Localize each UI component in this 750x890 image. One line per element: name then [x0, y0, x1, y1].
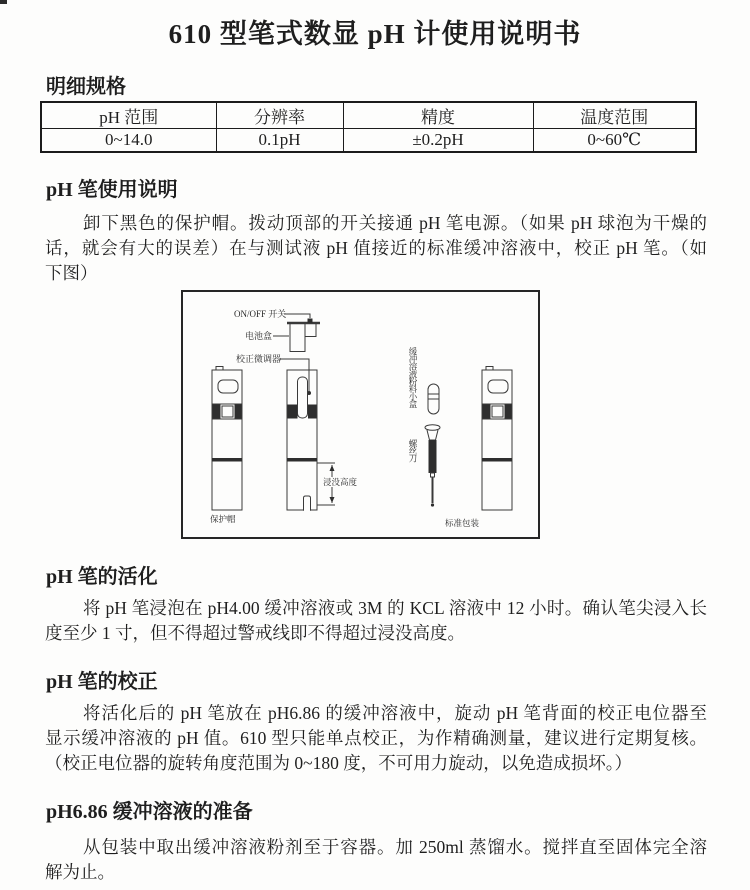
spec-header-accuracy: 精度 [343, 102, 533, 129]
calibration-heading: pH 笔的校正 [46, 671, 158, 693]
buffer-prep-paragraph [45, 835, 707, 885]
buffer-capsule [428, 384, 439, 414]
specs-header-row [41, 102, 696, 129]
spec-header-resolution: 分辨率 [216, 102, 343, 129]
on-off-leader-line [284, 314, 310, 318]
calibration-trimmer-label: 校正微调器 [236, 354, 282, 364]
spec-header-ph-range: pH 范围 [41, 102, 216, 129]
battery-compartment-diagram [287, 319, 320, 352]
usage-line: 下图） [45, 263, 98, 283]
standard-package-label: 标准包装 [445, 518, 480, 528]
scan-artifact [0, 0, 7, 4]
buffer-powder-box-label: 缓冲溶液粉料小盒 [408, 347, 418, 407]
protective-cap-label: 保护帽 [210, 514, 236, 524]
battery-box-label: 电池盒 [245, 331, 273, 341]
ph-pen-back [287, 370, 317, 511]
buffer-prep-heading: pH6.86 缓冲溶液的准备 [46, 801, 253, 823]
usage-heading: pH 笔使用说明 [46, 179, 178, 201]
usage-line: 卸下黑色的保护帽。拨动顶部的开关接通 pH 笔电源。（如果 pH 球泡为干燥的 [83, 213, 707, 233]
buffer-prep-line: 从包装中取出缓冲溶液粉剂至于容器。加 250ml 蒸馏水。搅拌直至固体完全溶 [83, 837, 707, 857]
instruction-figure [181, 290, 540, 539]
activation-line: 度至少 1 寸，但不得超过警戒线即不得超过浸没高度。 [45, 623, 465, 643]
spec-header-temp-range: 温度范围 [533, 102, 696, 129]
spec-value-ph-range: 0~14.0 [41, 129, 216, 153]
usage-paragraph [45, 211, 707, 286]
specs-value-row [41, 129, 696, 153]
calibration-line: 将活化后的 pH 笔放在 pH6.86 的缓冲溶液中，旋动 pH 笔背面的校正电位器至 [83, 703, 707, 723]
activation-paragraph [45, 596, 707, 646]
calibration-line: （校正电位器的旋转角度范围为 0~180 度，不可用力旋动，以免造成损坏。） [45, 753, 632, 773]
calibration-paragraph [45, 701, 707, 776]
spec-value-accuracy: ±0.2pH [343, 129, 533, 153]
usage-line: 话，就会有大的误差）在与测试液 pH 值接近的标准缓冲溶液中，校正 pH 笔。（如 [45, 238, 707, 258]
specs-table [40, 101, 697, 153]
spec-value-temp-range: 0~60℃ [533, 129, 696, 153]
calibration-line: 显示缓冲溶液的 pH 值。610 型只能单点校正，为作精确测量，建议进行定期复核。 [45, 728, 707, 748]
ph-pen-front-left [212, 367, 242, 511]
specs-heading: 明细规格 [46, 76, 126, 98]
screwdriver-drawing [425, 425, 440, 507]
spec-value-resolution: 0.1pH [216, 129, 343, 153]
figure-line-art [183, 292, 538, 537]
activation-heading: pH 笔的活化 [46, 566, 158, 588]
buffer-prep-line: 解为止。 [45, 862, 115, 882]
page-title: 610 型笔式数显 pH 计使用说明书 [168, 19, 582, 49]
trimmer-leader-line [280, 359, 311, 395]
ph-pen-front-right [482, 367, 512, 511]
activation-line: 将 pH 笔浸泡在 pH4.00 缓冲溶液或 3M 的 KCL 溶液中 12 小时。确认笔尖浸入长 [83, 598, 707, 618]
screwdriver-label: 螺丝刀 [408, 439, 418, 462]
on-off-switch-label: ON/OFF 开关 [234, 309, 287, 319]
immersion-height-label: 浸没高度 [323, 477, 358, 487]
